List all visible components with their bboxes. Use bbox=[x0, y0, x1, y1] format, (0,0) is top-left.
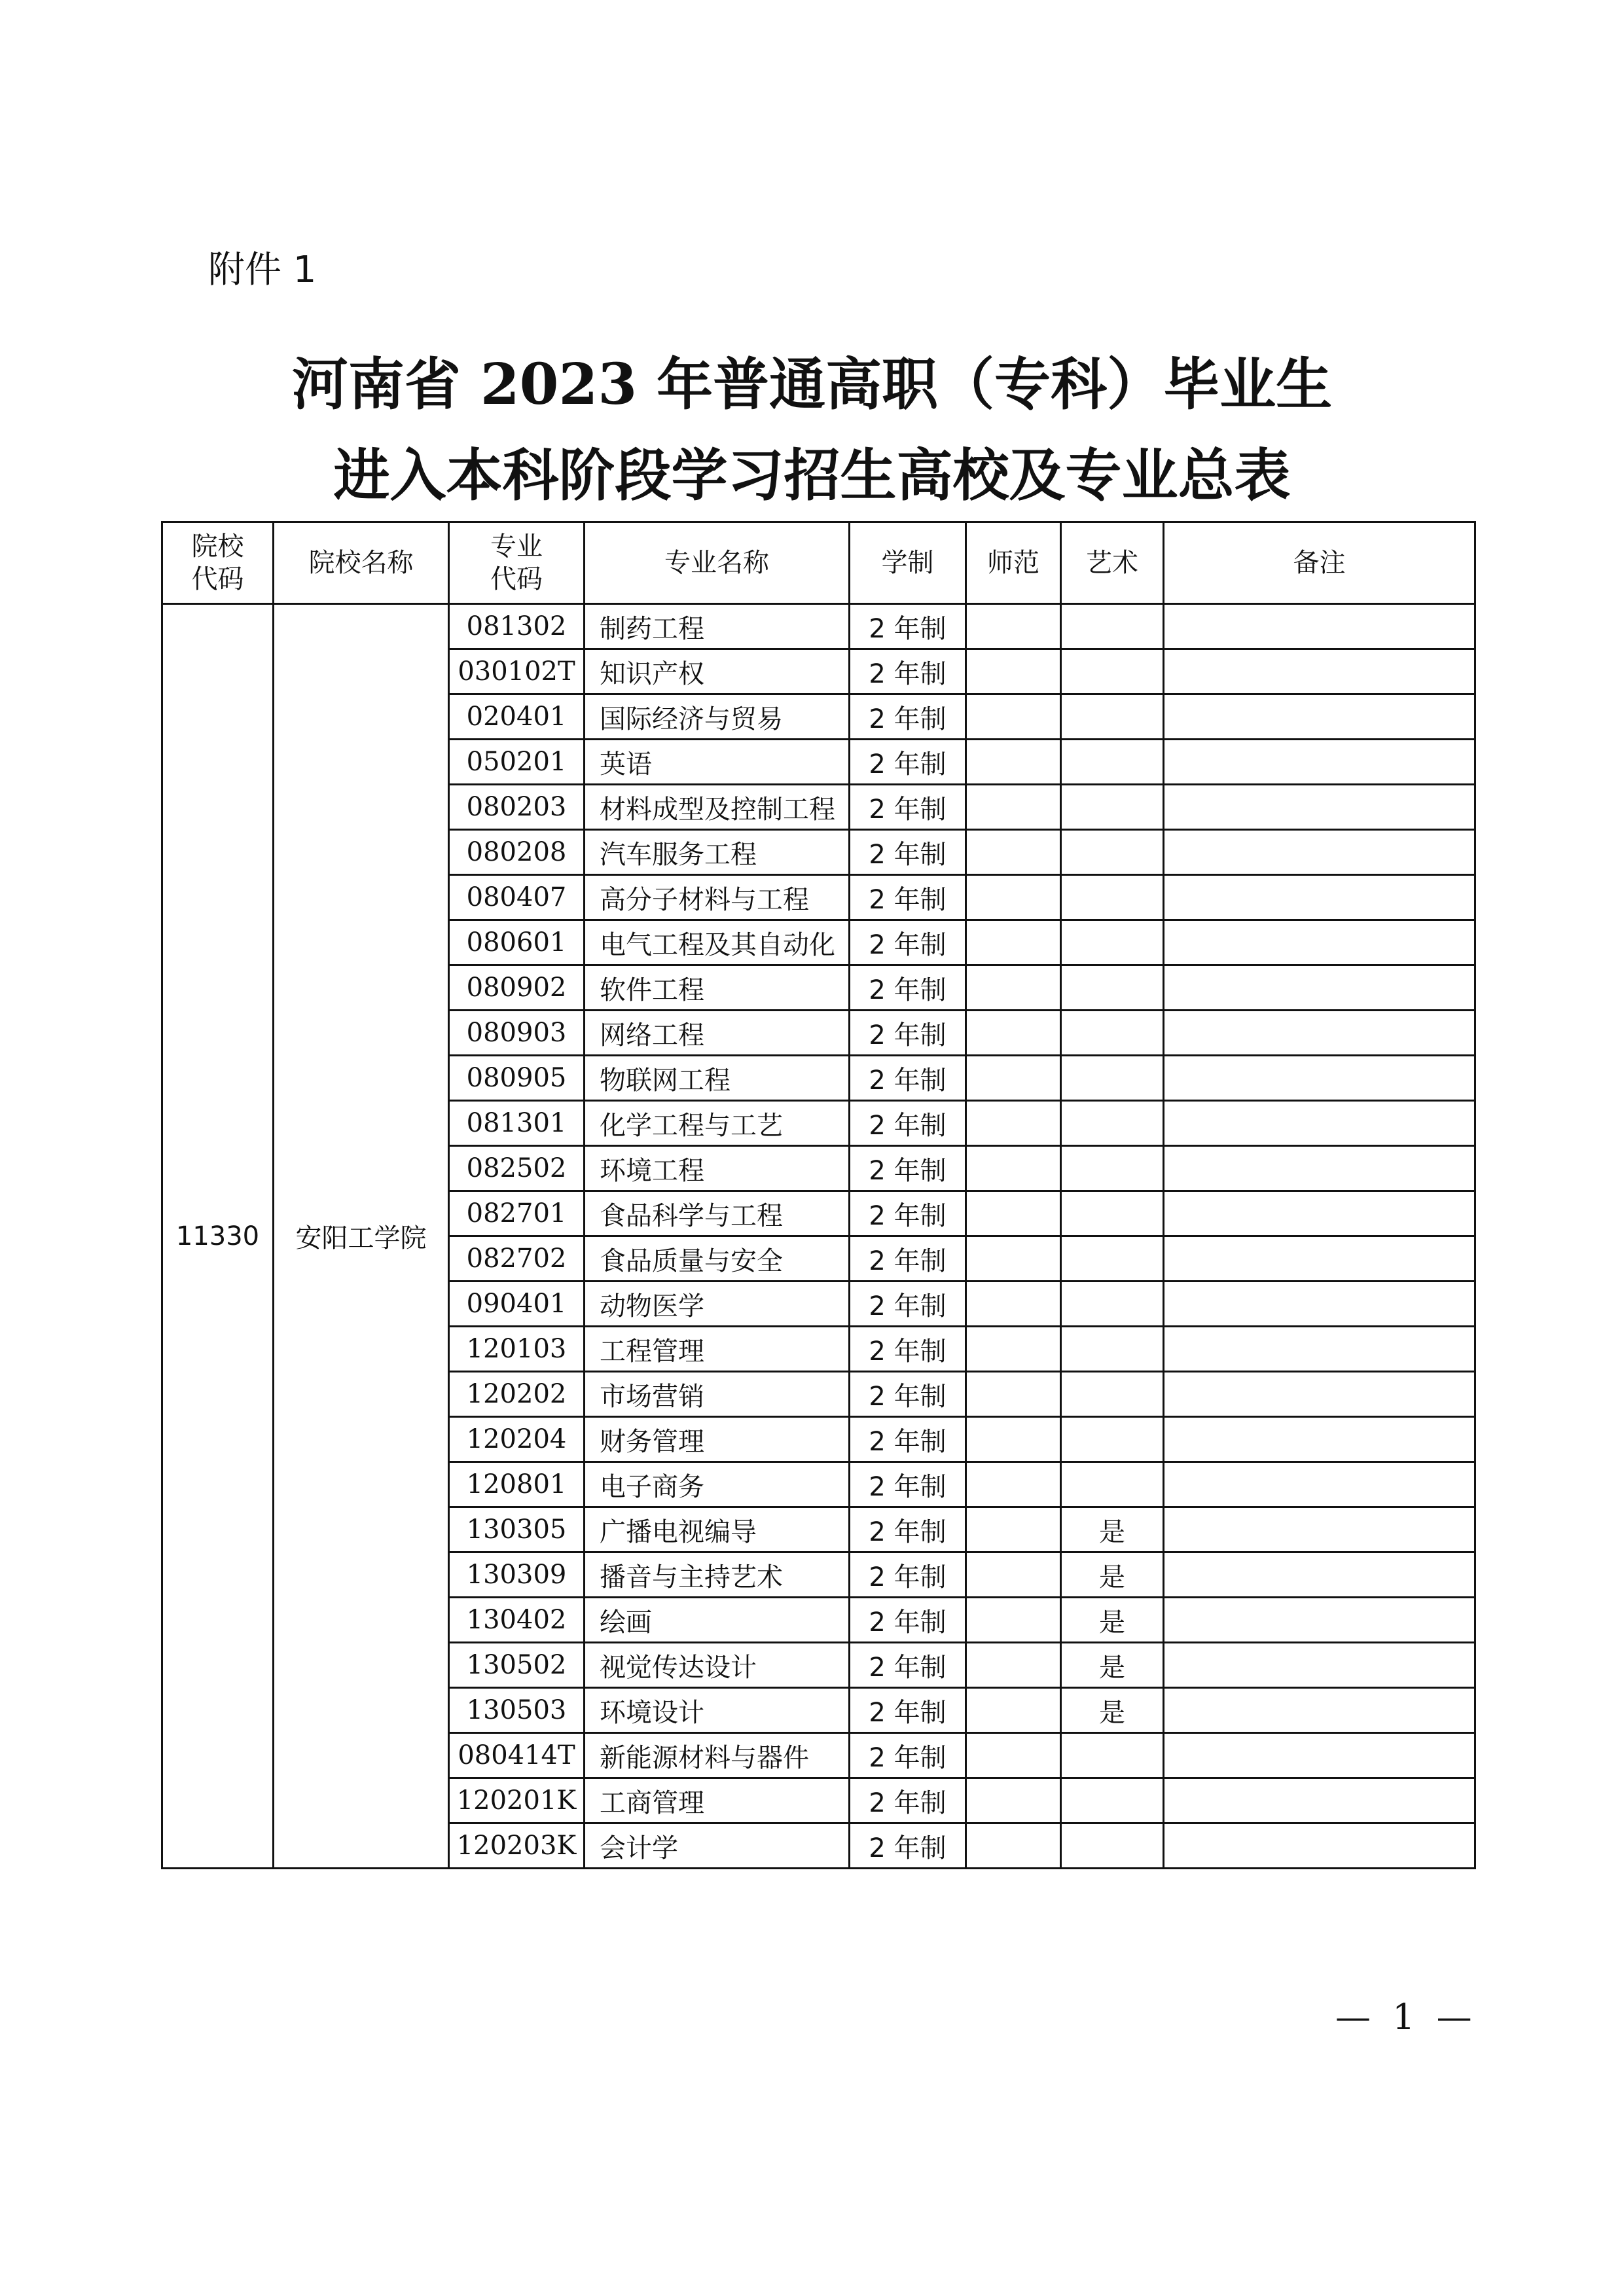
major-name-cell: 绘画 bbox=[585, 1598, 850, 1643]
major-code-cell: 120204 bbox=[449, 1417, 585, 1462]
remarks-cell bbox=[1164, 1643, 1475, 1688]
normal-cell bbox=[966, 1778, 1061, 1823]
major-code-cell: 120103 bbox=[449, 1327, 585, 1372]
normal-cell bbox=[966, 1282, 1061, 1327]
art-cell: 是 bbox=[1061, 1688, 1164, 1733]
major-code-cell: 050201 bbox=[449, 740, 585, 785]
normal-cell bbox=[966, 1733, 1061, 1778]
major-code-cell: 082701 bbox=[449, 1191, 585, 1236]
art-cell bbox=[1061, 965, 1164, 1011]
duration-cell: 2 年制 bbox=[850, 920, 966, 965]
remarks-cell bbox=[1164, 1146, 1475, 1191]
art-cell bbox=[1061, 740, 1164, 785]
major-code-cell: 130502 bbox=[449, 1643, 585, 1688]
normal-cell bbox=[966, 1688, 1061, 1733]
major-name-cell: 环境工程 bbox=[585, 1146, 850, 1191]
major-name-cell: 制药工程 bbox=[585, 604, 850, 649]
major-code-cell: 080601 bbox=[449, 920, 585, 965]
remarks-cell bbox=[1164, 694, 1475, 740]
art-cell bbox=[1061, 1733, 1164, 1778]
normal-cell bbox=[966, 649, 1061, 694]
remarks-cell bbox=[1164, 1236, 1475, 1282]
major-name-cell: 新能源材料与器件 bbox=[585, 1733, 850, 1778]
major-name-cell: 动物医学 bbox=[585, 1282, 850, 1327]
normal-cell bbox=[966, 694, 1061, 740]
major-name-cell: 食品科学与工程 bbox=[585, 1191, 850, 1236]
remarks-cell bbox=[1164, 875, 1475, 920]
duration-cell: 2 年制 bbox=[850, 1643, 966, 1688]
major-code-cell: 130503 bbox=[449, 1688, 585, 1733]
major-name-cell: 软件工程 bbox=[585, 965, 850, 1011]
remarks-cell bbox=[1164, 1101, 1475, 1146]
major-code-cell: 080905 bbox=[449, 1056, 585, 1101]
major-name-cell: 物联网工程 bbox=[585, 1056, 850, 1101]
major-code-cell: 030102T bbox=[449, 649, 585, 694]
header-remarks: 备注 bbox=[1164, 522, 1475, 604]
normal-cell bbox=[966, 1598, 1061, 1643]
header-duration: 学制 bbox=[850, 522, 966, 604]
table-header-row bbox=[162, 522, 1475, 604]
remarks-cell bbox=[1164, 1733, 1475, 1778]
art-cell bbox=[1061, 1327, 1164, 1372]
remarks-cell bbox=[1164, 1462, 1475, 1507]
header-art: 艺术 bbox=[1061, 522, 1164, 604]
major-code-cell: 130305 bbox=[449, 1507, 585, 1552]
header-school-code bbox=[162, 522, 274, 604]
normal-cell bbox=[966, 920, 1061, 965]
duration-cell: 2 年制 bbox=[850, 740, 966, 785]
duration-cell: 2 年制 bbox=[850, 1191, 966, 1236]
remarks-cell bbox=[1164, 785, 1475, 830]
normal-cell bbox=[966, 1552, 1061, 1598]
normal-cell bbox=[966, 830, 1061, 875]
major-code-cell: 080414T bbox=[449, 1733, 585, 1778]
major-name-cell: 财务管理 bbox=[585, 1417, 850, 1462]
major-code-cell: 080203 bbox=[449, 785, 585, 830]
art-cell bbox=[1061, 1282, 1164, 1327]
art-cell bbox=[1061, 1056, 1164, 1101]
major-code-cell: 090401 bbox=[449, 1282, 585, 1327]
major-name-cell: 网络工程 bbox=[585, 1011, 850, 1056]
major-name-cell: 汽车服务工程 bbox=[585, 830, 850, 875]
duration-cell: 2 年制 bbox=[850, 1598, 966, 1643]
duration-cell: 2 年制 bbox=[850, 785, 966, 830]
duration-cell: 2 年制 bbox=[850, 1733, 966, 1778]
remarks-cell bbox=[1164, 1191, 1475, 1236]
art-cell bbox=[1061, 1236, 1164, 1282]
header-major-code bbox=[449, 522, 585, 604]
major-name-cell: 市场营销 bbox=[585, 1372, 850, 1417]
normal-cell bbox=[966, 965, 1061, 1011]
major-code-cell: 080407 bbox=[449, 875, 585, 920]
art-cell: 是 bbox=[1061, 1552, 1164, 1598]
school-name-cell: 安阳工学院 bbox=[274, 604, 449, 1869]
normal-cell bbox=[966, 875, 1061, 920]
art-cell bbox=[1061, 920, 1164, 965]
duration-cell: 2 年制 bbox=[850, 1507, 966, 1552]
page-number: — 1 — bbox=[1335, 1996, 1477, 2037]
major-name-cell: 材料成型及控制工程 bbox=[585, 785, 850, 830]
duration-cell: 2 年制 bbox=[850, 875, 966, 920]
duration-cell: 2 年制 bbox=[850, 1056, 966, 1101]
art-cell bbox=[1061, 1778, 1164, 1823]
header-major-code-line-1: 专业 bbox=[490, 531, 543, 562]
normal-cell bbox=[966, 785, 1061, 830]
duration-cell: 2 年制 bbox=[850, 604, 966, 649]
normal-cell bbox=[966, 1372, 1061, 1417]
duration-cell: 2 年制 bbox=[850, 1372, 966, 1417]
duration-cell: 2 年制 bbox=[850, 1823, 966, 1869]
major-code-cell: 080903 bbox=[449, 1011, 585, 1056]
table-row bbox=[162, 604, 1475, 649]
duration-cell: 2 年制 bbox=[850, 1688, 966, 1733]
major-name-cell: 化学工程与工艺 bbox=[585, 1101, 850, 1146]
major-name-cell: 播音与主持艺术 bbox=[585, 1552, 850, 1598]
major-name-cell: 电气工程及其自动化 bbox=[585, 920, 850, 965]
duration-cell: 2 年制 bbox=[850, 1552, 966, 1598]
remarks-cell bbox=[1164, 1327, 1475, 1372]
major-code-cell: 080902 bbox=[449, 965, 585, 1011]
major-name-cell: 工程管理 bbox=[585, 1327, 850, 1372]
normal-cell bbox=[966, 1327, 1061, 1372]
major-name-cell: 国际经济与贸易 bbox=[585, 694, 850, 740]
art-cell bbox=[1061, 694, 1164, 740]
art-cell bbox=[1061, 785, 1164, 830]
major-code-cell: 120203K bbox=[449, 1823, 585, 1869]
remarks-cell bbox=[1164, 965, 1475, 1011]
document-title-line-2: 进入本科阶段学习招生高校及专业总表 bbox=[333, 442, 1291, 509]
remarks-cell bbox=[1164, 1823, 1475, 1869]
duration-cell: 2 年制 bbox=[850, 1011, 966, 1056]
normal-cell bbox=[966, 1056, 1061, 1101]
major-name-cell: 英语 bbox=[585, 740, 850, 785]
document-title-line-1: 河南省 2023 年普通高职（专科）毕业生 bbox=[291, 351, 1333, 418]
art-cell bbox=[1061, 1462, 1164, 1507]
remarks-cell bbox=[1164, 649, 1475, 694]
duration-cell: 2 年制 bbox=[850, 1146, 966, 1191]
header-major-name: 专业名称 bbox=[585, 522, 850, 604]
major-code-cell: 120201K bbox=[449, 1778, 585, 1823]
major-name-cell: 会计学 bbox=[585, 1823, 850, 1869]
major-name-cell: 工商管理 bbox=[585, 1778, 850, 1823]
normal-cell bbox=[966, 1417, 1061, 1462]
duration-cell: 2 年制 bbox=[850, 1327, 966, 1372]
art-cell: 是 bbox=[1061, 1598, 1164, 1643]
major-code-cell: 120801 bbox=[449, 1462, 585, 1507]
remarks-cell bbox=[1164, 1507, 1475, 1552]
remarks-cell bbox=[1164, 1552, 1475, 1598]
art-cell bbox=[1061, 1417, 1164, 1462]
duration-cell: 2 年制 bbox=[850, 1417, 966, 1462]
art-cell bbox=[1061, 1372, 1164, 1417]
major-code-cell: 081301 bbox=[449, 1101, 585, 1146]
duration-cell: 2 年制 bbox=[850, 965, 966, 1011]
header-school-code-line-2: 代码 bbox=[191, 564, 244, 594]
normal-cell bbox=[966, 1101, 1061, 1146]
major-code-cell: 130309 bbox=[449, 1552, 585, 1598]
table-body bbox=[162, 604, 1475, 1869]
normal-cell bbox=[966, 1507, 1061, 1552]
art-cell bbox=[1061, 1823, 1164, 1869]
major-name-cell: 知识产权 bbox=[585, 649, 850, 694]
duration-cell: 2 年制 bbox=[850, 1462, 966, 1507]
major-name-cell: 高分子材料与工程 bbox=[585, 875, 850, 920]
major-name-cell: 食品质量与安全 bbox=[585, 1236, 850, 1282]
art-cell bbox=[1061, 830, 1164, 875]
art-cell bbox=[1061, 1101, 1164, 1146]
major-name-cell: 视觉传达设计 bbox=[585, 1643, 850, 1688]
art-cell bbox=[1061, 1011, 1164, 1056]
art-cell bbox=[1061, 1146, 1164, 1191]
duration-cell: 2 年制 bbox=[850, 649, 966, 694]
duration-cell: 2 年制 bbox=[850, 1778, 966, 1823]
art-cell: 是 bbox=[1061, 1643, 1164, 1688]
remarks-cell bbox=[1164, 604, 1475, 649]
major-code-cell: 020401 bbox=[449, 694, 585, 740]
major-name-cell: 广播电视编导 bbox=[585, 1507, 850, 1552]
school-code-cell: 11330 bbox=[162, 604, 274, 1869]
remarks-cell bbox=[1164, 830, 1475, 875]
remarks-cell bbox=[1164, 1282, 1475, 1327]
header-normal: 师范 bbox=[966, 522, 1061, 604]
normal-cell bbox=[966, 1011, 1061, 1056]
major-code-cell: 081302 bbox=[449, 604, 585, 649]
art-cell bbox=[1061, 875, 1164, 920]
normal-cell bbox=[966, 1191, 1061, 1236]
art-cell bbox=[1061, 1191, 1164, 1236]
remarks-cell bbox=[1164, 1417, 1475, 1462]
major-name-cell: 环境设计 bbox=[585, 1688, 850, 1733]
normal-cell bbox=[966, 1146, 1061, 1191]
duration-cell: 2 年制 bbox=[850, 694, 966, 740]
normal-cell bbox=[966, 604, 1061, 649]
major-code-cell: 130402 bbox=[449, 1598, 585, 1643]
normal-cell bbox=[966, 1823, 1061, 1869]
majors-table bbox=[161, 521, 1476, 1869]
header-school-code-line-1: 院校 bbox=[191, 531, 244, 562]
normal-cell bbox=[966, 740, 1061, 785]
major-code-cell: 120202 bbox=[449, 1372, 585, 1417]
art-cell bbox=[1061, 604, 1164, 649]
duration-cell: 2 年制 bbox=[850, 1282, 966, 1327]
remarks-cell bbox=[1164, 1011, 1475, 1056]
duration-cell: 2 年制 bbox=[850, 830, 966, 875]
remarks-cell bbox=[1164, 1778, 1475, 1823]
remarks-cell bbox=[1164, 920, 1475, 965]
remarks-cell bbox=[1164, 1688, 1475, 1733]
art-cell: 是 bbox=[1061, 1507, 1164, 1552]
header-school-name: 院校名称 bbox=[274, 522, 449, 604]
remarks-cell bbox=[1164, 1598, 1475, 1643]
major-code-cell: 080208 bbox=[449, 830, 585, 875]
duration-cell: 2 年制 bbox=[850, 1101, 966, 1146]
major-name-cell: 电子商务 bbox=[585, 1462, 850, 1507]
attachment-label: 附件 1 bbox=[208, 249, 317, 291]
duration-cell: 2 年制 bbox=[850, 1236, 966, 1282]
major-code-cell: 082702 bbox=[449, 1236, 585, 1282]
remarks-cell bbox=[1164, 740, 1475, 785]
header-major-code-line-2: 代码 bbox=[490, 564, 543, 594]
normal-cell bbox=[966, 1236, 1061, 1282]
major-code-cell: 082502 bbox=[449, 1146, 585, 1191]
remarks-cell bbox=[1164, 1056, 1475, 1101]
art-cell bbox=[1061, 649, 1164, 694]
normal-cell bbox=[966, 1462, 1061, 1507]
normal-cell bbox=[966, 1643, 1061, 1688]
remarks-cell bbox=[1164, 1372, 1475, 1417]
